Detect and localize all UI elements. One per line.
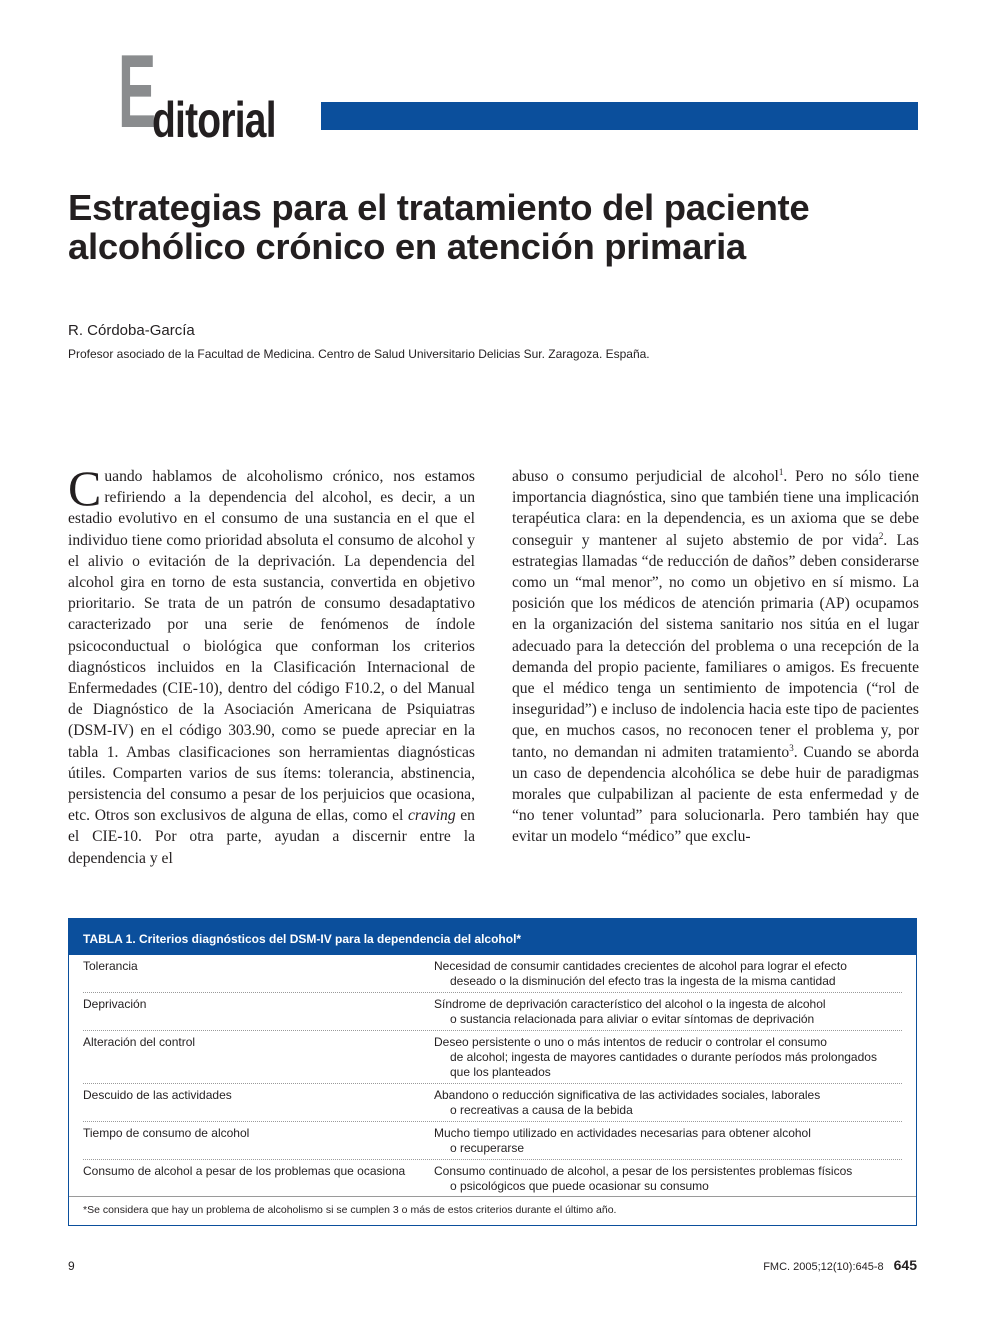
left-text: uando hablamos de alcoholismo crónico, nos estamos refiriendo a la dependencia del alcohol, es decir, a un estadio evolutivo en el consumo de una sustancia en el que el individuo tiene como prioridad absoluta el consumo de alcohol y el alivio o evitación de la deprivación. La dependencia del alcohol gira en torno de esta sustancia, convertida en objetivo prioritario. Se trata de un patrón de consumo desadaptativo caracterizado por una serie de fenómenos de índole psicoconductual o biológica que conforman los criterios diagnósticos incluidos en la Clasificación Internacional de Enfermedades (CIE-10), dentro del código F10.2, o del Manual de Diagnóstico de la Asociación Americana de Psiquiatras (DSM-IV) en el código 303.90, como se puede apreciar en la tabla 1. Ambas clasificaciones son herramientas diagnósticas útiles. Comparten varios de sus ítems: tolerancia, abstinencia, persistencia del consumo a pesar de los perjuicios que ocasiona, etc. Otros son exclusivos de alguna de ellas, como el xyxy=(68,468,475,825)
masthead-initial: E xyxy=(118,34,157,150)
body-column-right xyxy=(512,466,919,848)
table-body xyxy=(83,955,902,1197)
table-row xyxy=(83,1122,902,1160)
table-row xyxy=(83,955,902,993)
right-text-4: . Cuando se aborda un caso de dependencia alcohólica se debe huir de paradigmas morales que culpabilizan al paciente de esta enfermedad y de “no tener voluntad” para solucionarla. Pero también hay que evitar un modelo “médico” que exclu- xyxy=(512,743,919,846)
description-line: Abandono o reducción significativa de las actividades sociales, laborales xyxy=(434,1088,821,1102)
masthead xyxy=(118,34,318,150)
description-line: o recuperarse xyxy=(450,1141,525,1155)
table-row xyxy=(83,1031,902,1084)
criterion-cell: Consumo de alcohol a pesar de los problemas que ocasiona xyxy=(83,1164,406,1178)
description-cell xyxy=(434,1126,902,1156)
reference-2[interactable]: 2 xyxy=(878,530,884,541)
description-cell xyxy=(434,1088,902,1118)
craving-term: craving xyxy=(407,807,456,825)
table-row xyxy=(83,993,902,1031)
title-line-2: alcohólico crónico en atención primaria xyxy=(68,226,746,267)
description-line: Consumo continuado de alcohol, a pesar de los persistentes problemas físicos xyxy=(434,1164,853,1178)
title-line-1: Estrategias para el tratamiento del paciente xyxy=(68,187,810,228)
left-tail: en el CIE-10. Por otra parte, ayudan a discernir entre la dependencia y el xyxy=(68,807,475,867)
description-line: o recreativas a causa de la bebida xyxy=(450,1103,633,1117)
page-number-right: 645 xyxy=(893,1257,917,1273)
right-text-1: abuso o consumo perjudicial de alcohol xyxy=(512,468,779,485)
description-cell xyxy=(434,1035,902,1080)
right-text-3: . Las estrategias llamadas “de reducción de daños” deben considerarse como un “mal menor”, no como un objetivo en sí mismo. La posición que los médicos de atención primaria (AP) ocupamos en la organización del sistema sanitario nos sitúa en el lugar adecuado para la detección del problema o una recepción de la demanda del propio paciente, familiares o amigos. Es frecuente que el médico tenga un sentimiento de impotencia (“rol de inseguridad”) e incluso de indolencia hacia este tipo de pacientes que, en muchos casos, no reconocen tener el problema y, por tanto, no demandan ni admiten tratamiento xyxy=(512,531,920,761)
intro-paragraph xyxy=(68,460,475,869)
reference-1[interactable]: 1 xyxy=(778,466,784,477)
affiliation: Profesor asociado de la Facultad de Medicina. Centro de Salud Universitario Delicias Sur. Zaragoza. España. xyxy=(68,347,650,361)
description-line: que los planteados xyxy=(450,1065,551,1079)
criterion-cell: Deprivación xyxy=(83,997,147,1011)
description-cell xyxy=(434,997,902,1027)
description-line: deseado o la disminución del efecto tras la ingesta de la misma cantidad xyxy=(450,974,836,988)
criterion-cell: Alteración del control xyxy=(83,1035,196,1049)
description-cell xyxy=(434,1164,902,1194)
table-row xyxy=(83,1160,902,1197)
criterion-cell: Descuido de las actividades xyxy=(83,1088,232,1102)
description-cell xyxy=(434,959,902,989)
citation: FMC. 2005;12(10):645-8 xyxy=(763,1261,884,1273)
drop-cap: C xyxy=(68,460,102,516)
description-line: Síndrome de deprivación característico del alcohol o la ingesta de alcohol xyxy=(434,997,826,1011)
right-text-2: . Pero no sólo tiene importancia diagnóstica, sino que también tiene una implicación terapéutica clara: en la dependencia, es un axioma que se debe conseguir y mantener al sujeto abstemio de por vida xyxy=(512,468,919,549)
reference-3[interactable]: 3 xyxy=(789,742,794,753)
article-title xyxy=(68,188,928,266)
table-row xyxy=(83,1084,902,1122)
description-line: o sustancia relacionada para aliviar o evitar síntomas de deprivación xyxy=(450,1012,815,1026)
body-column-left xyxy=(68,460,475,869)
criterion-cell: Tolerancia xyxy=(83,959,138,973)
description-line: Mucho tiempo utilizado en actividades necesarias para obtener alcohol xyxy=(434,1126,811,1140)
criteria-table xyxy=(68,918,917,1226)
masthead-bar xyxy=(321,102,918,130)
right-paragraph xyxy=(512,466,919,848)
description-line: o psicológicos que puede ocasionar su consumo xyxy=(450,1179,709,1193)
masthead-label: ditorial xyxy=(152,92,276,148)
table-footnote: *Se considera que hay un problema de alcoholismo si se cumplen 3 o más de estos criterios durante el último año. xyxy=(69,1196,916,1225)
description-line: Deseo persistente o uno o más intentos de reducir o controlar el consumo xyxy=(434,1035,827,1049)
page-number-left: 9 xyxy=(68,1259,75,1273)
description-line: de alcohol; ingesta de mayores cantidades o durante períodos más prolongados xyxy=(450,1050,877,1064)
author: R. Córdoba-García xyxy=(68,322,195,339)
citation-footer xyxy=(763,1257,917,1273)
table-heading: TABLA 1. Criterios diagnósticos del DSM-IV para la dependencia del alcohol* xyxy=(69,919,916,955)
description-line: Necesidad de consumir cantidades crecientes de alcohol para lograr el efecto xyxy=(434,959,847,973)
criterion-cell: Tiempo de consumo de alcohol xyxy=(83,1126,250,1140)
